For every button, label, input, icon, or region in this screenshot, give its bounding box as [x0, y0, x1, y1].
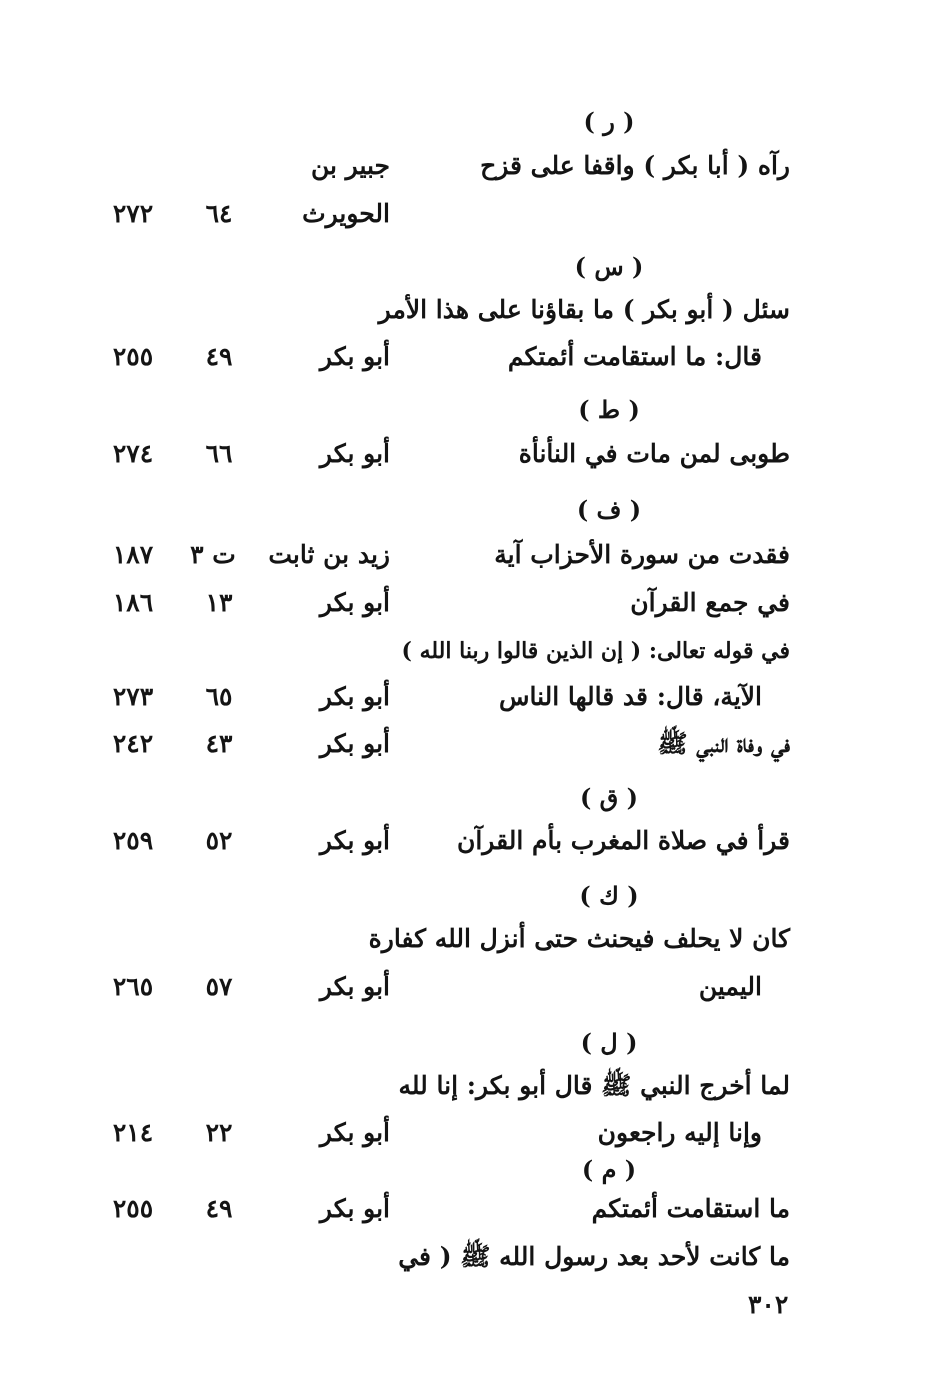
entry-text-continuation: الآية، قال: قد قالها الناس: [498, 682, 762, 711]
entry-page-number: ٢٥٥: [112, 1194, 154, 1223]
entry-text: ما استقامت أئمتكم: [591, 1194, 790, 1223]
entry-page-number: ٢٧٢: [112, 199, 154, 228]
entry-text-continuation: قال: ما استقامت أئمتكم: [507, 342, 762, 371]
entry-narrator: زيد بن ثابت: [268, 540, 390, 569]
entry-text-continuation: اليمين: [698, 972, 762, 1001]
entry-hadith-number: ٦٦: [205, 439, 233, 468]
entry-page-number: ٢٥٥: [112, 342, 154, 371]
entry-hadith-number: ٤٣: [205, 729, 233, 758]
entry-narrator: الحويرث: [302, 199, 390, 228]
entry-text: لما أخرج النبي ﷺ قال أبو بكر: إنا لله: [398, 1071, 790, 1100]
entry-narrator: أبو بكر: [319, 729, 390, 758]
section-letter-mim: ( م ): [581, 1155, 637, 1184]
entry-page-number: ٢٤٢: [112, 729, 154, 758]
entry-text-continuation: وإنا إليه راجعون: [597, 1118, 762, 1147]
entry-hadith-number: ٦٤: [205, 199, 233, 228]
entry-narrator: أبو بكر: [319, 439, 390, 468]
entry-text: في وفاة النبي ﷺ: [657, 729, 790, 758]
entry-text: قرأ في صلاة المغرب بأم القرآن: [456, 826, 790, 855]
entry-hadith-number: ٤٩: [205, 342, 233, 371]
entry-narrator: أبو بكر: [319, 826, 390, 855]
entry-hadith-number: ت ٣: [190, 540, 236, 569]
section-letter-kaf: ( ك ): [579, 881, 639, 910]
entry-page-number: ٢١٤: [112, 1118, 154, 1147]
entry-narrator: أبو بكر: [319, 342, 390, 371]
entry-page-number: ٢٧٣: [112, 682, 154, 711]
entry-hadith-number: ٦٥: [205, 682, 233, 711]
entry-page-number: ٢٦٥: [112, 972, 154, 1001]
section-letter-fa: ( ف ): [576, 495, 642, 524]
entry-hadith-number: ١٣: [205, 588, 233, 617]
entry-text: سئل ( أبو بكر ) ما بقاؤنا على هذا الأمر: [378, 295, 790, 324]
entry-text: في جمع القرآن: [630, 588, 790, 617]
page-number: ٣٠٢: [748, 1290, 789, 1319]
entry-narrator: أبو بكر: [319, 972, 390, 1001]
entry-page-number: ٢٧٤: [112, 439, 154, 468]
entry-hadith-number: ٢٢: [205, 1118, 233, 1147]
entry-text: رآه ( أبا بكر ) واقفا على قزح: [480, 151, 790, 180]
entry-text: ما كانت لأحد بعد رسول الله ﷺ ( في: [398, 1242, 790, 1271]
section-letter-qaf: ( ق ): [579, 783, 639, 812]
entry-narrator: جبير بن: [310, 151, 390, 180]
section-letter-sin: ( س ): [574, 252, 644, 281]
entry-hadith-number: ٥٧: [205, 972, 233, 1001]
section-letter-lam: ( ل ): [580, 1028, 638, 1057]
entry-text: طوبى لمن مات في النأنأة: [518, 439, 790, 468]
section-letter-ta: ( ط ): [578, 395, 640, 424]
section-letter-ra: ( ر ): [583, 107, 635, 136]
entry-text: في قوله تعالى: ( إن الذين قالوا ربنا الله ): [401, 638, 790, 664]
entry-narrator: أبو بكر: [319, 682, 390, 711]
entry-page-number: ١٨٧: [112, 540, 154, 569]
entry-text: فقدت من سورة الأحزاب آية: [494, 540, 790, 569]
entry-narrator: أبو بكر: [319, 1118, 390, 1147]
entry-hadith-number: ٤٩: [205, 1194, 233, 1223]
entry-page-number: ١٨٦: [112, 588, 154, 617]
entry-narrator: أبو بكر: [319, 1194, 390, 1223]
entry-text: كان لا يحلف فيحنث حتى أنزل الله كفارة: [368, 924, 790, 953]
entry-hadith-number: ٥٢: [205, 826, 233, 855]
entry-page-number: ٢٥٩: [112, 826, 154, 855]
entry-narrator: أبو بكر: [319, 588, 390, 617]
